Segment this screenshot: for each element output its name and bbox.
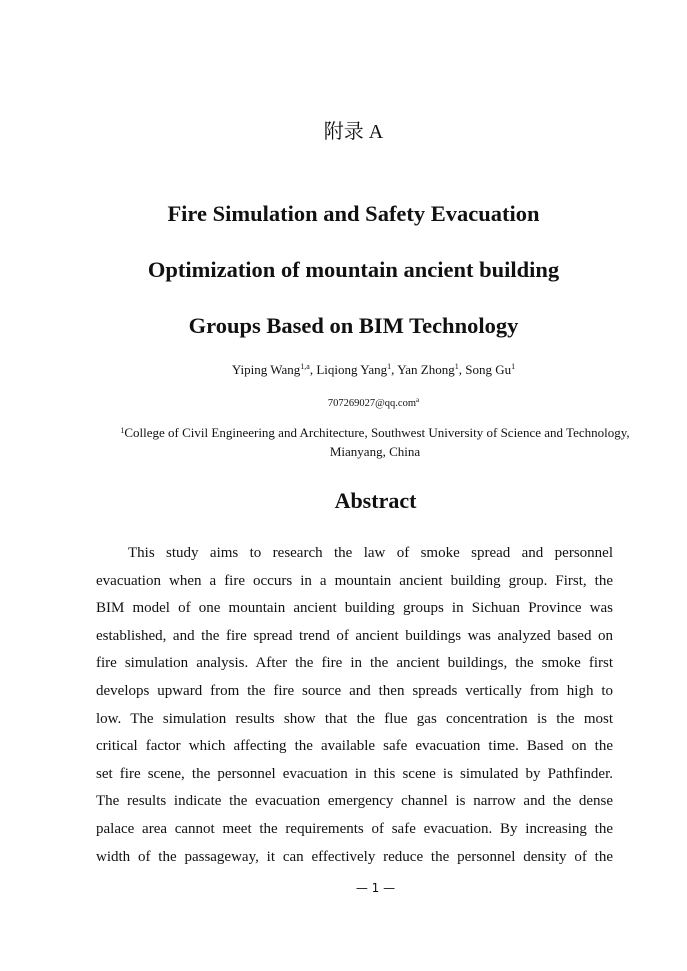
abstract-line: critical factor which affecting the available safe evacuation time. Based on the <box>96 738 613 755</box>
abstract-line: This study aims to research the law of smoke spread and personnel <box>128 545 613 561</box>
abstract-line: develops upward from the fire source and then spreads vertically from high to <box>96 682 613 699</box>
author-affiliation-mark: 1 <box>454 362 459 371</box>
title-line-2: Optimization of mountain ancient building <box>147 257 560 282</box>
author-affiliation-mark: 1,a <box>300 362 310 371</box>
author-affiliation-mark: 1 <box>511 362 516 371</box>
abstract-line: The results indicate the evacuation emergency channel is narrow and the dense <box>96 793 613 810</box>
abstract-line: palace area cannot meet the requirements of safe evacuation. By increasing the <box>96 820 613 837</box>
author-list: Yiping Wang$^{1,a}$, Liqiong Yang$^1$, Yan Zhong$^1$, Song Gu$^1$ <box>231 362 516 377</box>
abstract-line: set fire scene, the personnel evacuation in this scene is simulated by Pathfinder. <box>96 765 613 782</box>
affiliation-text: College of Civil Engineering and Architecture, Southwest University of Science and Technology, Mianyang, China <box>124 425 630 459</box>
paper-title <box>60 186 647 354</box>
author-name: Yiping Wang <box>231 362 301 377</box>
page-number: — 1 — <box>355 881 396 895</box>
abstract-line: fire simulation analysis. After the fire in the ancient buildings, the smoke first <box>96 655 613 672</box>
email-address: 707269027@qq.com <box>327 398 416 409</box>
email-mark: a <box>416 396 420 404</box>
abstract-body <box>96 540 613 871</box>
author-affiliation-mark: 1 <box>387 362 392 371</box>
abstract-line: BIM model of one mountain ancient building groups in Sichuan Province was <box>96 600 613 617</box>
affiliation-mark: 1 <box>120 426 125 435</box>
author-name: Yan Zhong <box>397 362 455 377</box>
affiliation <box>110 421 640 461</box>
abstract-line: established, and the fire spread trend of ancient buildings was analyzed based on <box>96 627 613 644</box>
abstract-line: width of the passageway, it can effectively reduce the personnel density of the <box>96 848 613 865</box>
title-line-1: Fire Simulation and Safety Evacuation <box>167 201 540 226</box>
appendix-label: 附录 A <box>323 121 384 143</box>
abstract-line: evacuation when a fire occurs in a mountain ancient building group. First, the <box>96 572 613 589</box>
author-name: Song Gu <box>465 362 512 377</box>
abstract-heading: Abstract <box>334 488 417 513</box>
contact-email <box>0 396 687 409</box>
author-name: Liqiong Yang <box>316 362 388 377</box>
title-line-3: Groups Based on BIM Technology <box>188 313 519 338</box>
abstract-line: low. The simulation results show that the flue gas concentration is the most <box>96 710 613 727</box>
